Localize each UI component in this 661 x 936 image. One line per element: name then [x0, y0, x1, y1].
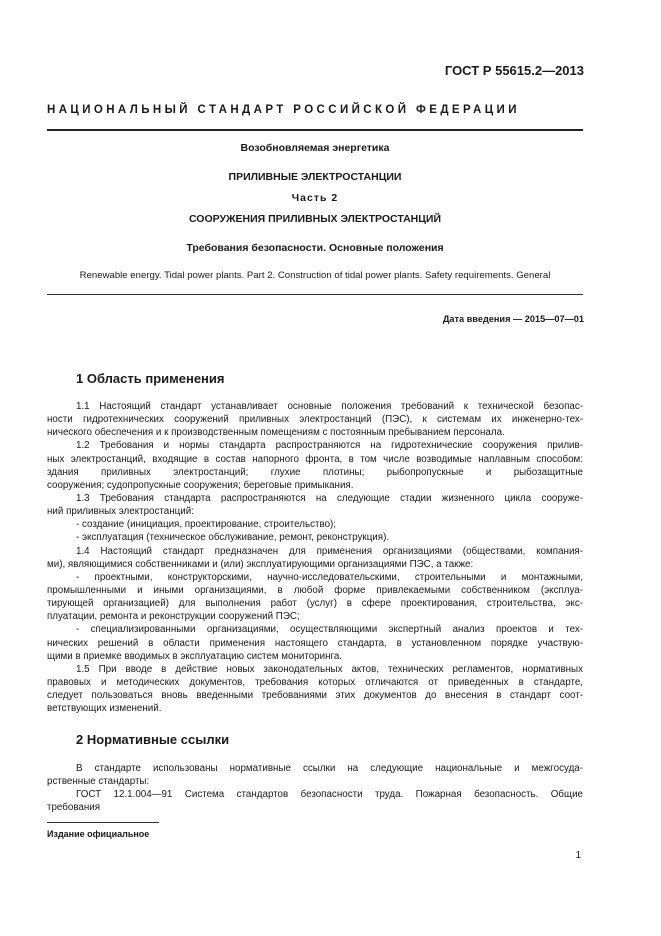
- part-title: СООРУЖЕНИЯ ПРИЛИВНЫХ ЭЛЕКТРОСТАНЦИЙ: [188, 213, 442, 225]
- text-line: В стандарте использованы нормативные ссылки на следующие национальные и межгосуда-: [76, 763, 583, 774]
- part-label: Часть 2: [291, 192, 339, 204]
- page-number: 1: [575, 850, 581, 861]
- text-line: 1.5 При вводе в действие новых законодательных актов, технических регламентов, нормативных: [76, 663, 583, 675]
- text-line: требования: [47, 802, 101, 814]
- list-item: - проектными, конструкторскими, научно-исследовательскими, строительными и монтажными,: [76, 571, 583, 583]
- list-item: - эксплуатация (техническое обслуживание, ремонт, реконструкция).: [76, 532, 390, 544]
- section-2-heading: 2 Нормативные ссылки: [76, 732, 230, 747]
- text-line: правовых и методических документов, требования которых отличаются от приведенных в стандарте,: [47, 676, 583, 688]
- title-divider: [47, 294, 583, 295]
- text-line: ных электростанций, входящие в состав напорного фронта, в том числе возводимые наплавным способом:: [47, 453, 583, 465]
- text-line: тирующей организацией) для выполнения работ (услуг) в сфере проектирования, строительства, экс-: [47, 598, 583, 610]
- text-line: ний приливных электростанций:: [47, 506, 194, 518]
- main-title: ПРИЛИВНЫЕ ЭЛЕКТРОСТАНЦИИ: [228, 171, 402, 183]
- english-title: Renewable energy. Tidal power plants. Part 2. Construction of tidal power plants. Safety requirements. General: [79, 270, 551, 281]
- text-line: ГОСТ 12.1.004—91 Система стандартов безопасности труда. Пожарная безопасность. Общие: [76, 789, 583, 801]
- text-line: здания приливных электростанций; глухие плотины; рыбопропускные и рыбозащитные: [47, 466, 583, 478]
- text-line: сооружения; судопропускные сооружения; береговые примыкания.: [47, 479, 354, 491]
- section-1-heading: 1 Область применения: [76, 371, 225, 386]
- header-divider: [47, 129, 583, 131]
- text-line: ветствующих изменений.: [47, 703, 162, 715]
- text-line: нических решений в области применения настоящего стандарта, в установленном порядке участвую-: [47, 637, 583, 649]
- text-line: ми), являющимися собственниками и (или) эксплуатирующими организациями ПЭС, а также:: [47, 558, 474, 570]
- list-item: - специализированными организациями, осуществляющими экспертный анализ проектов и тех-: [76, 624, 583, 636]
- document-code: ГОСТ Р 55615.2—2013: [444, 63, 584, 78]
- text-line: ности гидротехнических сооружений приливных электростанций (ПЭС), к системам их инженерно-тех-: [47, 414, 583, 426]
- introduction-date: Дата введения — 2015—07—01: [442, 314, 584, 324]
- section-2-body: [47, 762, 583, 815]
- text-line: 1.1 Настоящий стандарт устанавливает основные положения требований к технической безопас-: [76, 401, 583, 412]
- national-standard-header: НАЦИОНАЛЬНЫЙ СТАНДАРТ РОССИЙСКОЙ ФЕДЕРАЦИИ: [47, 104, 520, 116]
- text-line: рственные стандарты:: [47, 776, 150, 788]
- text-line: щими в приемке вводимых в эксплуатацию систем мониторинга.: [47, 650, 343, 662]
- subtitle: Требования безопасности. Основные положения: [186, 242, 444, 254]
- series-title: Возобновляемая энергетика: [240, 142, 390, 154]
- text-line: нического обеспечения и к производственным помещениям с постоянным пребыванием персонала.: [47, 427, 505, 439]
- footer-divider: [47, 822, 159, 823]
- text-line: плуатации, ремонта и реконструкции сооружений ПЭС;: [47, 611, 300, 623]
- list-item: - создание (инициация, проектирование, строительство);: [76, 519, 337, 531]
- text-line: 1.2 Требования и нормы стандарта распространяются на гидротехнические сооружения прилив-: [76, 440, 583, 452]
- text-line: следует пользоваться вновь введенными требованиями этих документов до внесения в стандарт соот-: [47, 690, 583, 702]
- text-line: промышленными и иными организациями, в любой форме привлекаемыми собственником (эксплуа-: [47, 584, 583, 596]
- official-edition-label: Издание официальное: [47, 829, 150, 839]
- section-1-body: [47, 400, 583, 715]
- text-line: 1.3 Требования стандарта распространяются на следующие стадии жизненного цикла сооруже-: [76, 492, 583, 504]
- text-line: 1.4 Настоящий стандарт предназначен для применения организациями (обществами, компания-: [76, 545, 583, 557]
